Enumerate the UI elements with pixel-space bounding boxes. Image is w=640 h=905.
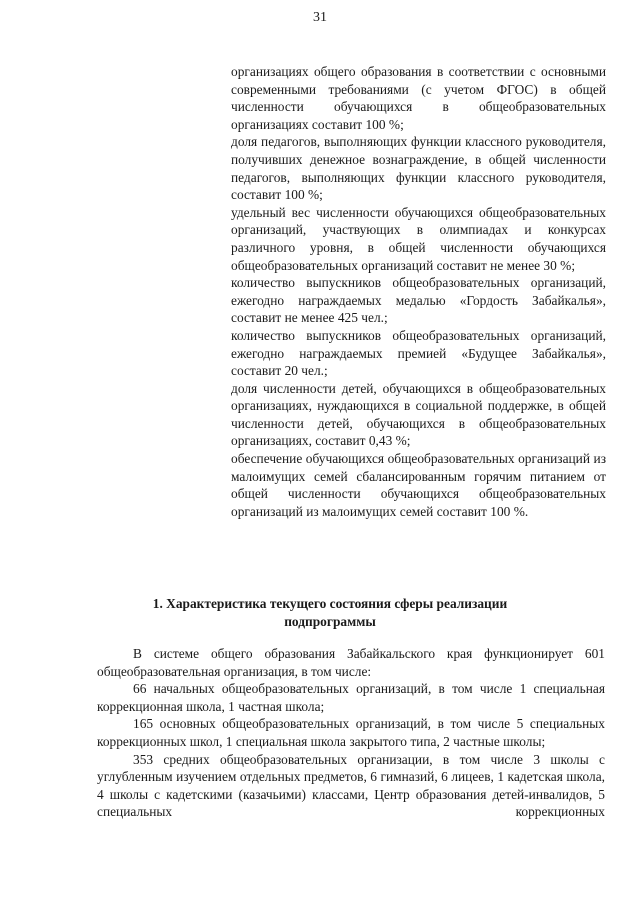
indicator-item: обеспечение обучающихся общеобразовательных организаций из малоимущих семей сбалансированным горячим питанием от общей численности обучающихся общеобразовательных организаций из малоимущих семей составит 100 %. <box>231 451 606 519</box>
indicator-item: количество выпускников общеобразовательных организаций, ежегодно награждаемых медалью «Гордость Забайкалья», составит не менее 425 чел.; <box>231 275 606 326</box>
indicator-list <box>231 63 606 520</box>
indicator-item: доля педагогов, выполняющих функции классного руководителя, получивших денежное вознаграждение, в общей численности педагогов, выполняющих функции классного руководителя, составит 100 %; <box>231 134 606 203</box>
indicator-item: удельный вес численности обучающихся общеобразовательных организаций, участвующих в олимпиадах и конкурсах различного уровня, в общей численности обучающихся общеобразовательных организаций составит не менее 30 %; <box>231 204 606 273</box>
body-paragraph: 165 основных общеобразовательных организаций, в том числе 5 специальных коррекционных школ, 1 специальная школа закрытого типа, 2 частные школы; <box>97 716 605 749</box>
indicator-item: организациях общего образования в соответствии с основными современными требованиями (с учетом ФГОС) в общей численности обучающихся в общеобразовательных организациях составит 100 %; <box>231 64 606 132</box>
indicator-item: доля численности детей, обучающихся в общеобразовательных организациях, нуждающихся в социальной поддержке, в общей численности детей, обучающихся в общеобразовательных организациях, составит 0,43 %; <box>231 380 606 449</box>
section-heading: 1. Характеристика текущего состояния сферы реализации подпрограммы <box>152 596 508 629</box>
indicator-item: количество выпускников общеобразовательных организаций, ежегодно награждаемых премией «Будущее Забайкалья», составит 20 чел.; <box>231 327 606 379</box>
page-number: 31 <box>313 10 327 25</box>
body-paragraph: В системе общего образования Забайкальского края функционирует 601 общеобразовательная организация, в том числе: <box>97 646 605 679</box>
body-paragraph: 66 начальных общеобразовательных организаций, в том числе 1 специальная коррекционная школа, 1 частная школа; <box>97 681 605 714</box>
body-paragraph: 353 средних общеобразовательных организации, в том числе 3 школы с углубленным изучением отдельных предметов, 6 гимназий, 6 лицеев, 1 кадетская школа, 4 школы с кадетскими (казачьими) классами, Центр образования детей-инвалидов, 5 специальных коррекционных <box>97 751 605 820</box>
section-body <box>97 645 605 821</box>
